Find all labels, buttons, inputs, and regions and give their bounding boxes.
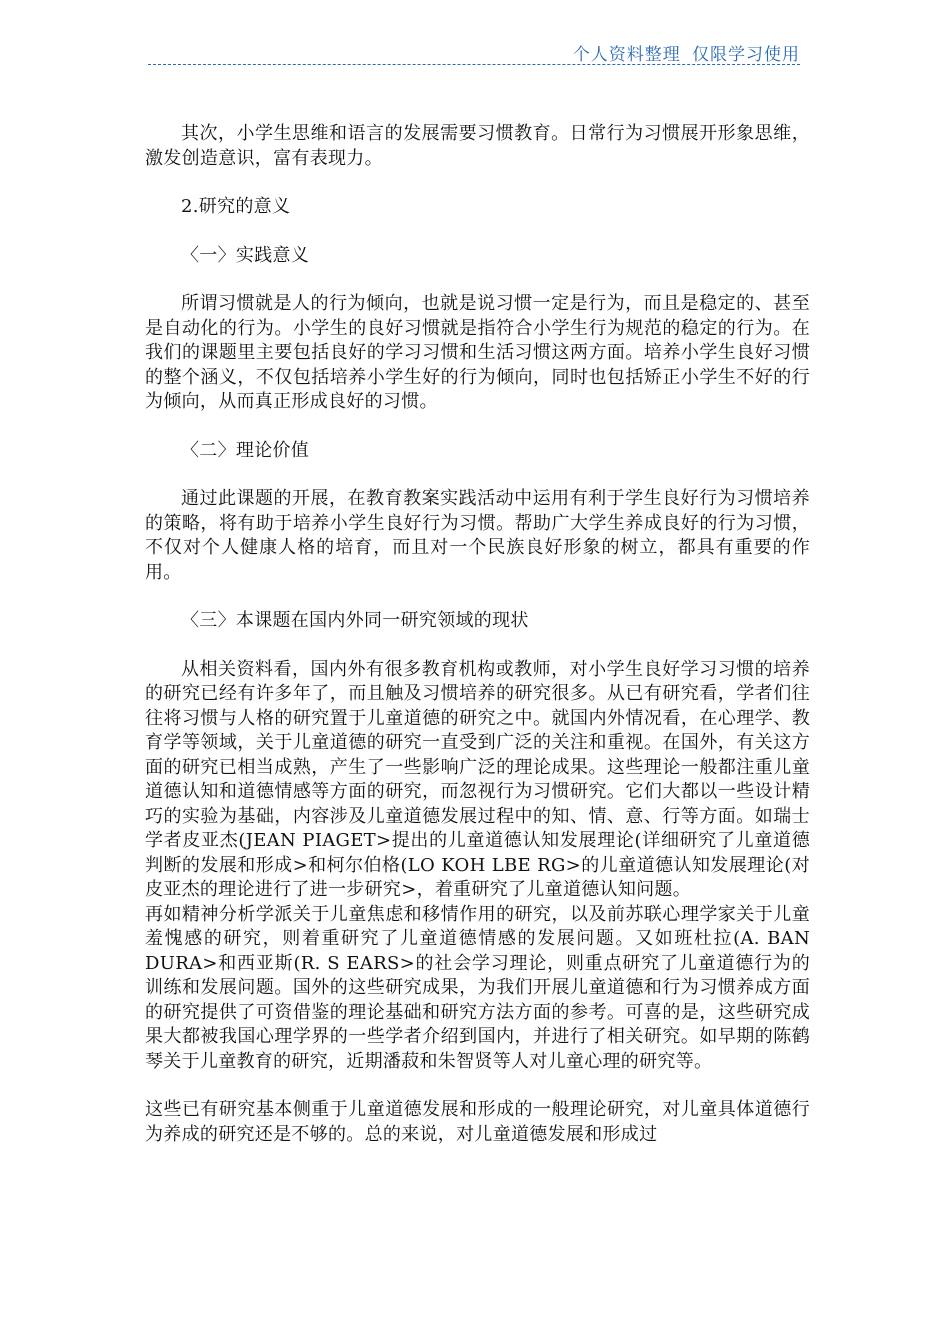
document-body [145,122,810,1147]
paragraph-theory: 通过此课题的开展，在教育教案实践活动中运用有利于学生良好行为习惯培养的策略，将有助于培养小学生良好行为习惯。帮助广大学生养成良好的行为习惯，不仅对个人健康人格的培育，而且对一个民族良好形象的树立，都具有重要的作用。 [145,488,810,583]
header-divider [148,64,800,65]
paragraph-status: 从相关资料看，国内外有很多教育机构或教师，对小学生良好学习习惯的培养的研究已经有许多年了，而且触及习惯培养的研究很多。从已有研究看，学者们往往将习惯与人格的研究置于儿童道德的研究之中。就国内外情况看，在心理学、教育学等领域，关于儿童道德的研究一直受到广泛的关注和重视。在国外，有关这方面的研究已相当成熟，产生了一些影响广泛的理论成果。这些理论一般都注重儿童道德认知和道德情感等方面的研究，而忽视行为习惯研究。它们大都以一些设计精巧的实验为基础，内容涉及儿童道德发展过程中的知、情、意、行等方面。如瑞士学者皮亚杰(JEAN PIAGET>提出的儿童道德认知发展理论(详细研究了儿童道德判断的发展和形成>和柯尔伯格(LO KOH LBE RG>的儿童道德认知发展理论(对皮亚杰的理论进行了进一步研究>，着重研究了儿童道德认知问题。 [145,658,810,900]
subheading-status: 〈三〉本课题在国内外同一研究领域的现状 [181,610,529,631]
paragraph-practical: 所谓习惯就是人的行为倾向，也就是说习惯一定是行为，而且是稳定的、甚至是自动化的行为。小学生的良好习惯就是指符合小学生行为规范的稳定的行为。在我们的课题里主要包括良好的学习习惯和生活习惯这两方面。培养小学生良好习惯的整个涵义，不仅包括培养小学生好的行为倾向，同时也包括矫正小学生不好的行为倾向，从而真正形成良好的习惯。 [145,293,810,412]
paragraph-status-continued: 再如精神分析学派关于儿童焦虑和移情作用的研究，以及前苏联心理学家关于儿童羞愧感的研究，则着重研究了儿童道德情感的发展问题。又如班杜拉(A. BAN DURA>和西亚斯(R. S EARS>的社会学习理论，则重点研究了儿童道德行为的训练和发展问题。国外的这些研究成果，为我们开展儿童道德和行为习惯养成方面的研究提供了可资借鉴的理论基础和研究方法方面的参考。可喜的是，这些研究成果大都被我国心理学界的一些学者介绍到国内，并进行了相关研究。如早期的陈鹤琴关于儿童教育的研究，近期潘菽和朱智贤等人对儿童心理的研究等。 [145,903,810,1072]
section-heading-significance: 2.研究的意义 [181,196,291,217]
paragraph-summary: 这些已有研究基本侧重于儿童道德发展和形成的一般理论研究，对儿童具体道德行为养成的研究还是不够的。总的来说，对儿童道德发展和形成过 [145,1099,810,1145]
header-note: 个人资料整理 仅限学习使用 [572,45,800,65]
paragraph-intro: 其次，小学生思维和语言的发展需要习惯教育。日常行为习惯展开形象思维，激发创造意识，富有表现力。 [145,123,810,169]
subheading-theory: 〈二〉理论价值 [181,439,310,461]
subheading-practical: 〈一〉实践意义 [181,244,310,266]
